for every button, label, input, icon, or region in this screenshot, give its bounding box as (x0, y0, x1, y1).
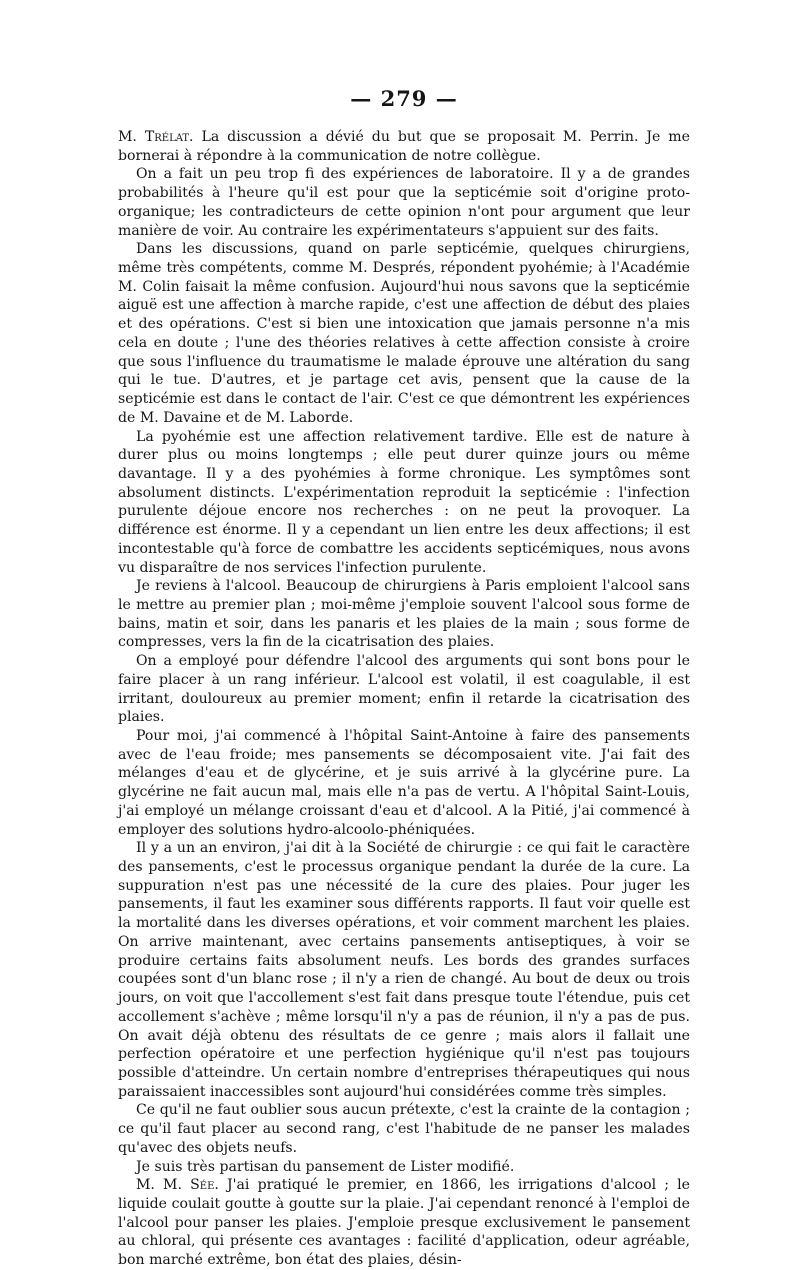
paragraph: On a employé pour défendre l'alcool des arguments qui sont bons pour le faire placer à un rang inférieur. L'alcool est volatil, il est coagulable, il est irritant, douloureux au premier moment; enfin il retarde la cicatrisation des plaies. (118, 653, 690, 726)
paragraph: Il y a un an environ, j'ai dit à la Société de chirurgie : ce qui fait le caractère des pansements, c'est le processus organique pendant la durée de la cure. La suppuration n'est pas une nécessité de la cure des plaies. Pour juger les pansements, il faut les examiner sous différents rapports. Il faut voir quelle est la mortalité dans les diverses opérations, et voir comment marchent les plaies. On arrive maintenant, avec certains pansements antiseptiques, à voir se produire certains faits absolument neufs. Les bords des grandes surfaces coupées sont d'un blanc rose ; il n'y a rien de changé. Au bout de deux ou trois jours, on voit que l'accollement s'est fait dans presque toute l'étendue, puis cet accollement s'achève ; même lorsqu'il n'y a pas de réunion, il n'y a pas de pus. On avait déjà obtenu des résultats de ce genre ; mais alors il fallait une perfection opératoire et une perfection hygiénique qu'il n'est pas toujours possible d'atteindre. Un certain nombre d'entreprises thérapeutiques qui nous paraissaient inaccessibles sont aujourd'hui considérées comme très simples. (118, 840, 690, 1100)
paragraph-text: La discussion a dévié du but que se proposait M. Perrin. Je me bornerai à répondre à la communication de notre collègue. (118, 129, 690, 164)
speaker-name: M. Trélat. (118, 129, 194, 145)
paragraph: Ce qu'il ne faut oublier sous aucun prétexte, c'est la crainte de la contagion ; ce qu'il faut placer au second rang, c'est l'habitude de ne panser les malades qu'avec des objets neufs. (118, 1102, 690, 1156)
document-page (118, 86, 690, 1270)
paragraph: Je reviens à l'alcool. Beaucoup de chirurgiens à Paris emploient l'alcool sans le mettre au premier plan ; moi-même j'emploie souvent l'alcool sous forme de bains, matin et soir, dans les panaris et les plaies de la main ; sous forme de compresses, vers la fin de la cicatrisation des plaies. (118, 578, 690, 651)
speaker-name: M. M. Sée. (136, 1177, 219, 1194)
paragraph: Je suis très partisan du pansement de Lister modifié. (136, 1158, 515, 1175)
paragraph-see (118, 1176, 690, 1270)
paragraph-text: J'ai pratiqué le premier, en 1866, les irrigations d'alcool ; le liquide coulait goutte à goutte sur la plaie. J'ai cependant renoncé à l'emploi de l'alcool pour panser les plaies. J'emploie presque exclusivement le pansement au chloral, qui présente ces avantages : facilité d'application, odeur agréable, bon marché extrême, bon état des plaies, désin- (118, 1177, 690, 1269)
paragraph-trelat-intro (118, 128, 690, 165)
body-text (118, 128, 690, 1270)
paragraph: On a fait un peu trop fi des expériences de laboratoire. Il y a de grandes probabilités à l'heure qu'il est pour que la septicémie soit d'origine proto-organique; les contradicteurs de cette opinion n'ont pour argument que leur manière de voir. Au contraire les expérimentateurs s'appuient sur des faits. (118, 166, 690, 239)
paragraph: Pour moi, j'ai commencé à l'hôpital Saint-Antoine à faire des pansements avec de l'eau froide; mes pansements se décomposaient vite. J'ai fait des mélanges d'eau et de glycérine, et je suis arrivé à la glycérine pure. La glycérine ne fait aucun mal, mais elle n'a pas de vertu. A l'hôpital Saint-Louis, j'ai employé un mélange croissant d'eau et d'alcool. A la Pitié, j'ai commencé à employer des solutions hydro-alcoolo-phéniquées. (118, 728, 690, 838)
paragraph: La pyohémie est une affection relativement tardive. Elle est de nature à durer plus ou moins longtemps ; elle peut durer quinze jours ou même davantage. Il y a des pyohémies à forme chronique. Les symptômes sont absolument distincts. L'expérimentation reproduit la septicémie : l'infection purulente déjoue encore nos recherches : on ne peut la provoquer. La différence est énorme. Il y a cependant un lien entre les deux affections; il est incontestable qu'à force de combattre les accidents septicémiques, nous avons vu disparaître de nos services l'infection purulente. (118, 428, 690, 576)
page-number: — 279 — (350, 86, 458, 111)
paragraph: Dans les discussions, quand on parle septicémie, quelques chirurgiens, même très compétents, comme M. Després, répondent pyohémie; à l'Académie M. Colin faisait la même confusion. Aujourd'hui nous savons que la septicémie aiguë est une affection à marche rapide, c'est une affection de début des plaies et des opérations. C'est si bien une intoxication que jamais personne n'a mis cela en doute ; l'une des théories relatives à cette affection consiste à croire que sous l'influence du traumatisme le malade éprouve une altération du sang qui le tue. D'autres, et je partage cet avis, pensent que la cause de la septicémie est dans le contact de l'air. C'est ce que démontrent les expériences de M. Davaine et de M. Laborde. (118, 241, 690, 426)
